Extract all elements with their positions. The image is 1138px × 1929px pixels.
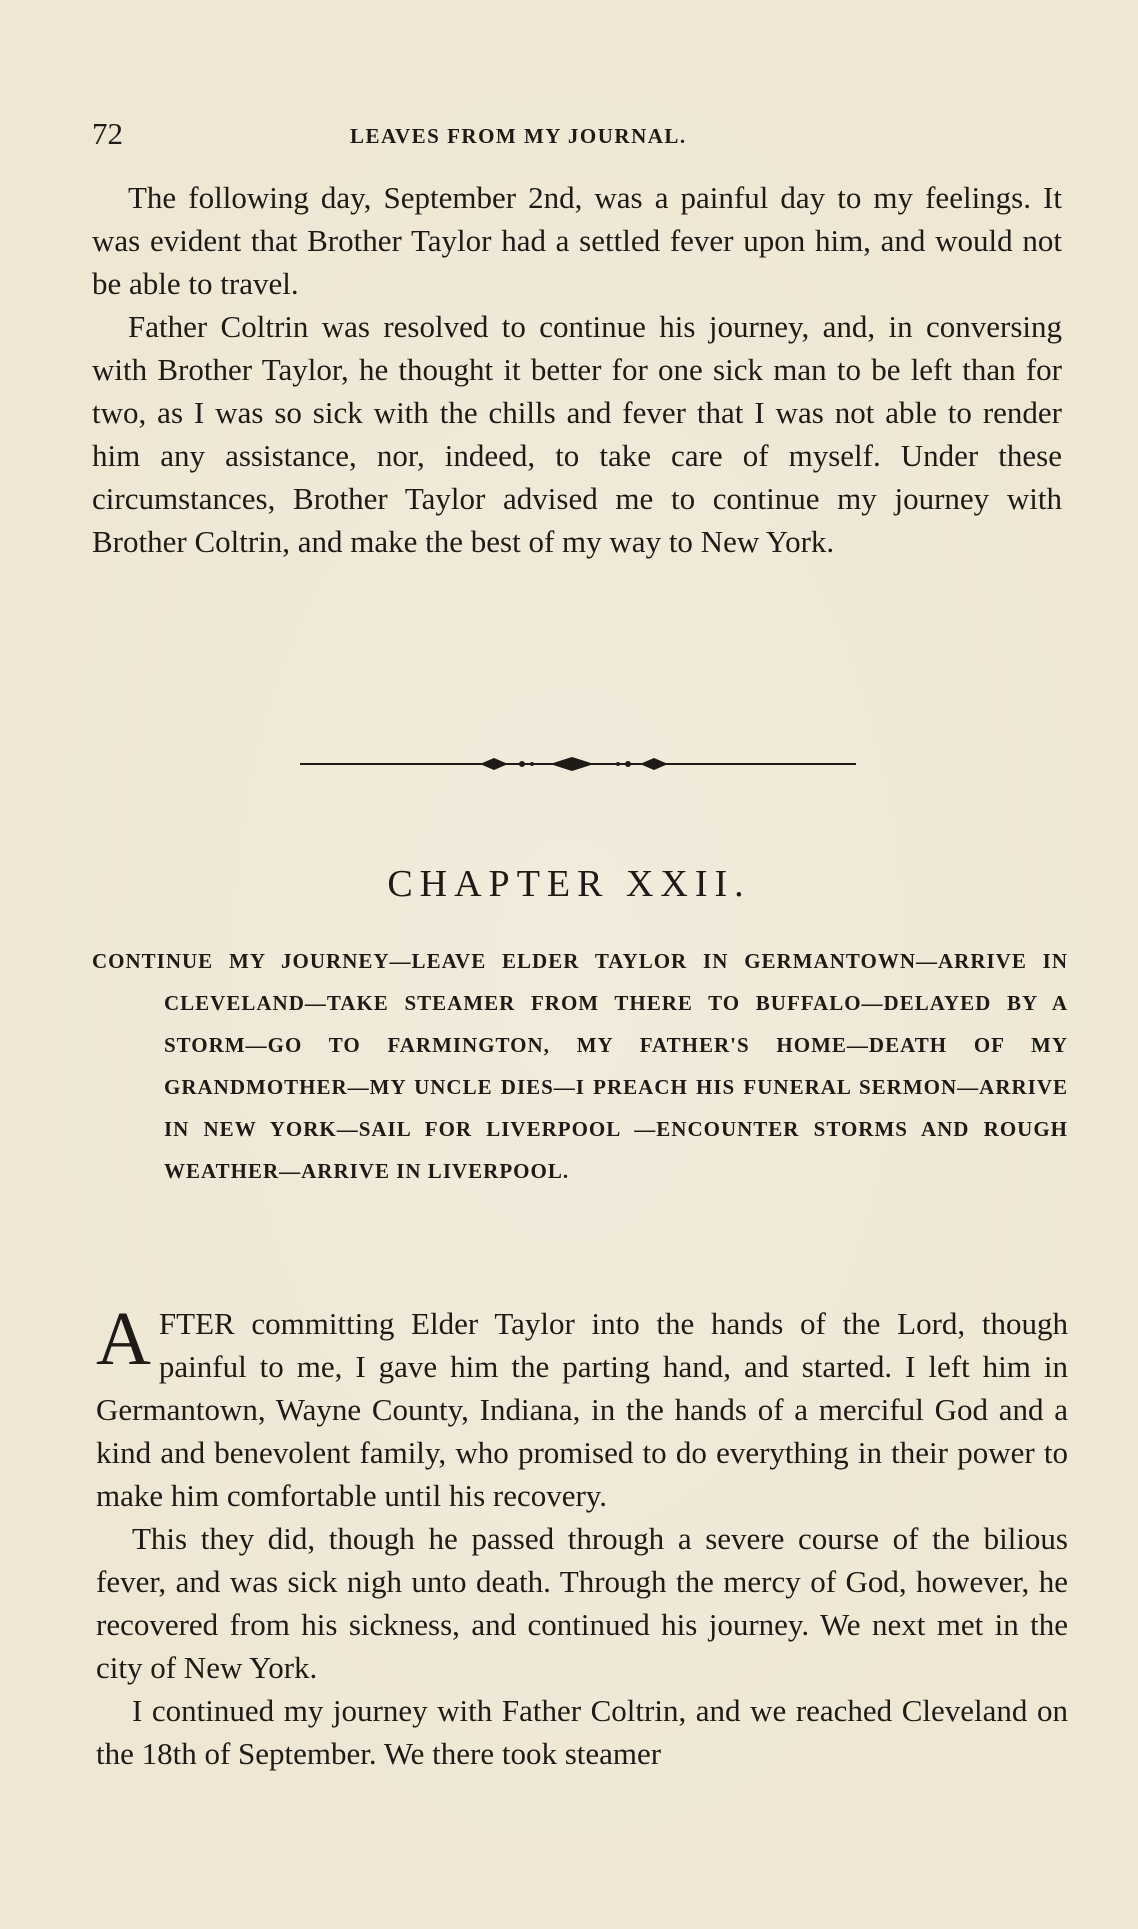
bottom-text-block [96, 1297, 1068, 1775]
paragraph-4: This they did, though he passed through a severe course of the bilious fever, and was sick nigh unto death. Through the mercy of God, however, he recovered from his sickness, and continued his journey. We next met in the city of New York. [96, 1521, 1068, 1685]
running-title: LEAVES FROM MY JOURNAL. [350, 124, 687, 148]
section-ornament [300, 752, 856, 776]
top-text-block [92, 176, 1062, 563]
page-number: 72 [92, 116, 123, 151]
chapter-title: CHAPTER XXII. [387, 863, 751, 905]
running-head [92, 116, 1062, 156]
drop-cap: A [96, 1297, 151, 1381]
paragraph-1: The following day, September 2nd, was a painful day to my feelings. It was evident that Brother Taylor had a settled fever upon him, and would not be able to travel. [92, 180, 1062, 301]
paragraph-2: Father Coltrin was resolved to continue his journey, and, in conversing with Brother Taylor, he thought it better for one sick man to be left than for two, as I was so sick with the chills and fever that I was not able to render him any assistance, nor, indeed, to take care of myself. Under these circumstances, Brother Taylor advised me to continue my journey with Brother Coltrin, and make the best of my way to New York. [92, 309, 1062, 559]
chapter-synopsis-text: CONTINUE MY JOURNEY—LEAVE ELDER TAYLOR IN GERMANTOWN—ARRIVE IN CLEVELAND—TAKE STEAMER FROM THERE TO BUFFALO—DELAYED BY A STORM—GO TO FARMINGTON, MY FATHER'S HOME—DEATH OF MY GRANDMOTHER—MY UNCLE DIES—I PREACH HIS FUNERAL SERMON—ARRIVE IN NEW YORK—SAIL FOR LIVERPOOL —ENCOUNTER STORMS AND ROUGH WEATHER—ARRIVE IN LIVERPOOL. [92, 949, 1068, 1183]
chapter-synopsis [92, 940, 1068, 1192]
opening-paragraph-text: FTER committing Elder Taylor into the hands of the Lord, though painful to me, I gave him the parting hand, and started. I left him in Germantown, Wayne County, Indiana, in the hands of a merciful God and a kind and benevolent family, who promised to do everything in their power to make him comfortable until his recovery. [96, 1306, 1068, 1513]
opening-paragraph [96, 1297, 1068, 1517]
paragraph-5: I continued my journey with Father Coltrin, and we reached Cleveland on the 18th of September. We there took steamer [96, 1693, 1068, 1771]
